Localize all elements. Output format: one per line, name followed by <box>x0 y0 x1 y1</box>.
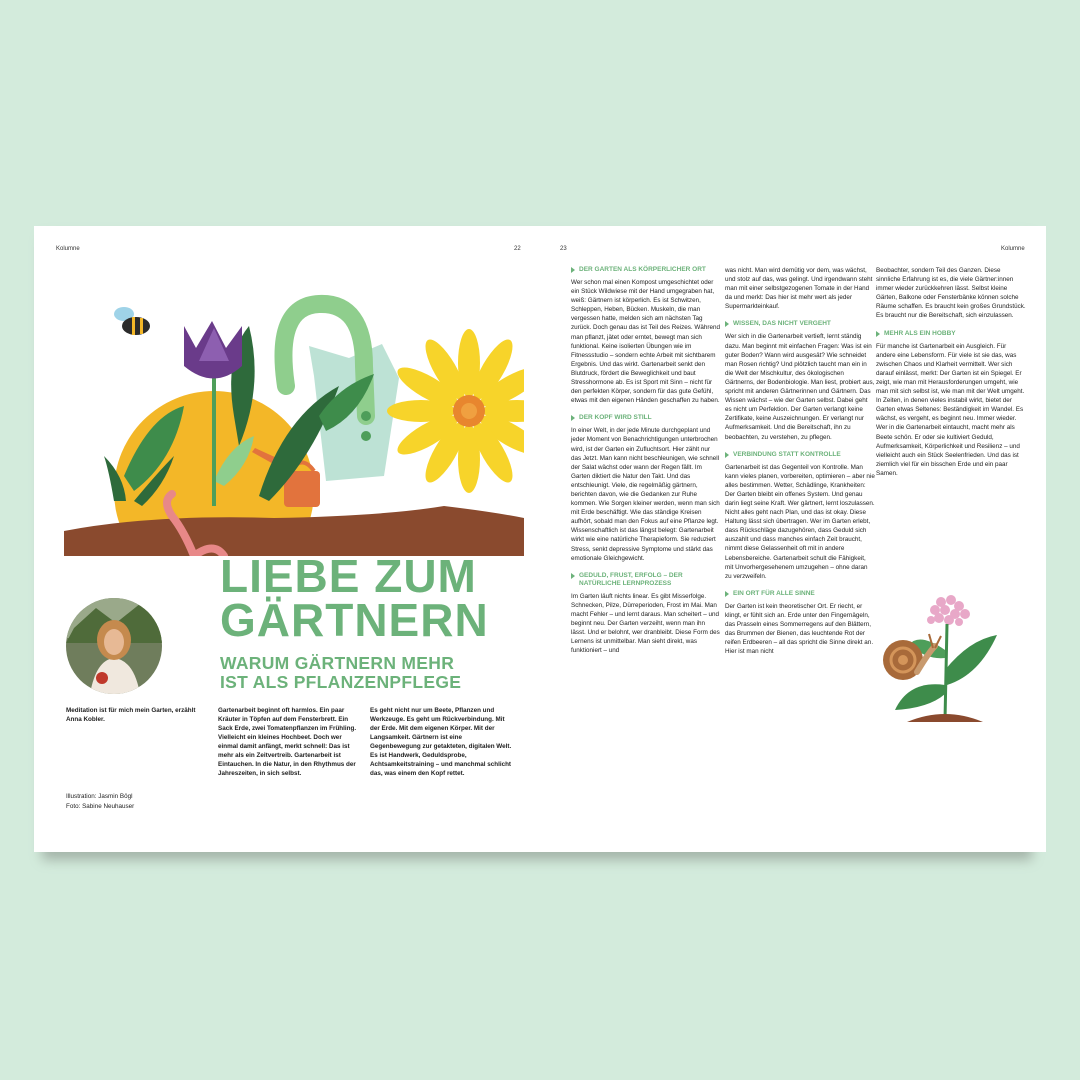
section-heading: EIN ORT FÜR ALLE SINNE <box>725 590 875 598</box>
body-paragraph: Wer sich in die Gartenarbeit vertieft, lernt ständig dazu. Man beginnt mit einfachen Fragen: Was ist ein guter Boden? Wann wird ausgesät? Wie schneidet man Rosen richtig? Und plötzlich taucht man ein in die Welt der Mischkultur, des ökologischen Gärtnerns, der Bodenbiologie. Man liest, probiert aus, spricht mit anderen Gärtnerinnen und Gärtnern. Das Wissen wächst – wie der Garten selbst. Dabei geht es nicht um Perfektion. Der Garten verlangt keine Zertifikate, keine Auszeichnungen. Er verlangt nur Aufmerksamkeit. Und die Bereitschaft, ihn zu beobachten, zu verstehen, zu pflegen. <box>725 333 875 441</box>
sunflower-icon <box>387 329 524 493</box>
bee-icon <box>114 307 150 335</box>
snail-plant-illustration <box>879 590 1009 730</box>
section-heading: GEDULD, FRUST, ERFOLG – DER NATÜRLICHE LERNPROZESS <box>571 572 721 588</box>
teaser-text: Meditation ist für mich mein Garten, erzählt Anna Kobler. <box>66 707 196 723</box>
body-paragraph: In einer Welt, in der jede Minute durchgeplant und jeder Moment von Benachrichtigungen unterbrochen wird, ist der Garten ein Zufluchtsort. Hier zählt nur das Jetzt. Man kann nicht beschleunigen, wie schnell der Salat wächst oder wann der Regen fällt. Im Garten diktiert die Natur den Takt. Und das entschleunigt. Viele, die regelmäßig gärtnern, berichten davon, wie die Gedanken zur Ruhe kommen. Wie Sorgen kleiner werden, wenn man sich mit Erde beschäftigt. Wie das ständige Kreisen aufhört, sobald man den Fokus auf eine Pflanze legt. Wissenschaftlich ist das längst belegt: Gartenarbeit wirkt wie eine natürliche Therapieform. Sie reduziert Stress, senkt depressive Symptome und stärkt das emotionale Gleichgewicht. <box>571 427 720 562</box>
body-paragraph: Gartenarbeit ist das Gegenteil von Kontrolle. Man kann vieles planen, vorbereiten, optimieren – aber nie alles bestimmen. Wetter, Schädlinge, Krankheiten: Der Garten bleibt ein offenes System. Und genau darin liegt seine Kraft. Wer gärtnert, lernt loszulassen. Nicht alles geht nach Plan, und das ist okay. Diese Haltung lässt sich übertragen. Wer im Garten erlebt, dass Rückschläge dazugehören, dass Geduld sich auszahlt und dass manches einfach Zeit braucht, nimmt diese Gelassenheit oft mit in andere Lebensbereiche. Gartenarbeit schult die Fähigkeit, mit Unvorhergesehenem umzugehen – ohne daran zu verzweifeln. <box>725 463 875 580</box>
section-heading: MEHR ALS EIN HOBBY <box>876 330 1026 338</box>
article-subtitle <box>220 654 540 692</box>
body-paragraph: Beobachter, sondern Teil des Ganzen. Diese sinnliche Erfahrung ist es, die viele Gärtner:innen immer wieder zurückkehren lässt. Selbst kleine Gärten, Balkone oder Fensterbänke können solche Räume schaffen. Es braucht kein großes Grundstück. Es braucht nur die Bereitschaft, sich einzulassen. <box>876 267 1026 320</box>
intro-column-2: Es geht nicht nur um Beete, Pflanzen und Werkzeuge. Es geht um Rückverbindung. Mit der Erde. Mit dem eigenen Körper. Mit der Langsamkeit. Gärtnern ist eine Gegenbewegung zur getakteten, digitalen Welt. Es ist Handwerk, Geduldsprobe, Achtsamkeitstraining – und manchmal schlicht das, was einem den Kopf rettet. <box>370 707 512 777</box>
body-paragraph: Für manche ist Gartenarbeit ein Ausgleich. Für andere eine Lebensform. Für viele ist sie das, was zwischen Chaos und Klarheit vermittelt. Wer sich darauf einlässt, merkt: Der Garten ist ein Spiegel. Er zeigt, wie man mit Herausforderungen umgeht, wie man mit sich selbst ist, wie man mit der Welt umgeht. In Zeiten, in denen vieles instabil wirkt, bietet der Garten etwas Seltenes: Beständigkeit im Wandel. Es wächst, es vergeht, es beginnt neu. Immer wieder. Wer in die Gartenarbeit eintaucht, macht mehr als Beete schön. Er oder sie kultiviert Geduld, Aufmerksamkeit, Körperlichkeit und Resilienz – und vielleicht auch ein Stück Seelenfrieden. Und das ist ziemlich viel für ein bisschen Erde und ein paar Samen. <box>876 342 1025 477</box>
body-column-1 <box>571 266 721 664</box>
title-line: GÄRTNERN <box>220 594 489 646</box>
body-paragraph: was nicht. Man wird demütig vor dem, was wächst, und stolz auf das, was gelingt. Und irgendwann steht man mit einer selbstgezogenen Tomate in der Hand da und merkt: Das hier ist mehr wert als jeder Supermarkteinkauf. <box>725 267 873 311</box>
article-title <box>220 550 540 646</box>
section-heading: WISSEN, DAS NICHT VERGEHT <box>725 320 875 328</box>
subtitle-line: IST ALS PFLANZENPFLEGE <box>220 672 462 692</box>
section-heading: VERBINDUNG STATT KONTROLLE <box>725 451 875 459</box>
photo-credit: Foto: Sabine Neuhauser <box>66 803 135 810</box>
title-line: LIEBE ZUM <box>220 550 477 602</box>
section-heading: DER KOPF WIRD STILL <box>571 414 721 422</box>
left-page <box>34 226 543 852</box>
page-number: 22 <box>514 246 521 252</box>
body-paragraph: Wer schon mal einen Kompost umgeschichtet oder ein Stück Wildwiese mit der Hand umgegraben hat, weiß: Gärtnern ist körperlich. Es ist Schwitzen, Schleppen, Heben, Bücken. Muskeln, die man vergessen hatte, melden sich am nächsten Tag zurück. Doch genau das ist Teil des Reizes. Während man pflanzt, jätet oder erntet, bewegt man sich funktional. Keine isolierten Übungen wie im Fitnessstudio – sondern echte Arbeit mit sichtbarem Ergebnis. Und das wirkt. Gartenarbeit senkt den Blutdruck, fördert die Beweglichkeit und baut Stresshormone ab. Es ist Sport mit Sinn – nicht für den perfekten Körper, sondern für das gute Gefühl, etwas mit den eigenen Händen geschaffen zu haben. <box>571 279 720 405</box>
page-number: 23 <box>560 246 567 252</box>
body-paragraph: Der Garten ist kein theoretischer Ort. Er riecht, er klingt, er fühlt sich an. Erde unter den Fingernägeln, das Prasseln eines Sommerregens auf den Blättern, das Brummen der Bienen, das leuchtende Rot der reifen Erdbeeren – all das spricht die Sinne direkt an. Hier ist man nicht <box>725 602 874 656</box>
body-paragraph: Im Garten läuft nichts linear. Es gibt Misserfolge. Schnecken, Pilze, Dürreperioden, Frost im Mai. Man macht Fehler – und lernt daraus. Man scheitert – und beginnt neu. Der Garten verzeiht, wenn man ihn lässt. Und er belohnt, wer dranbleibt. Diese Form des Lernens ist unmittelbar. Man sieht direkt, was funktioniert – und <box>571 592 720 655</box>
section-label: Kolumne <box>1001 246 1025 252</box>
flower-cluster-icon <box>927 595 970 626</box>
right-page <box>543 226 1046 852</box>
author-portrait <box>66 598 162 694</box>
body-column-3 <box>876 266 1026 487</box>
section-label: Kolumne <box>56 246 80 252</box>
body-column-2 <box>725 266 875 665</box>
section-heading: DER GARTEN ALS KÖRPERLICHER ORT <box>571 266 721 274</box>
subtitle-line: WARUM GÄRTNERN MEHR <box>220 653 455 673</box>
garden-illustration <box>64 266 524 556</box>
intro-column-1: Gartenarbeit beginnt oft harmlos. Ein paar Kräuter in Töpfen auf dem Fensterbrett. Ein Sack Erde, zwei Tomatenpflanzen im Frühling. Vielleicht ein kleines Hochbeet. Doch wer einmal damit anfängt, merkt schnell: Das ist mehr als ein Zeitvertreib. Gartenarbeit ist Eintauchen. In die Natur, in den Rhythmus der Jahreszeiten, in sich selbst. <box>218 707 357 777</box>
credits <box>66 792 134 812</box>
illustration-credit: Illustration: Jasmin Bögl <box>66 793 133 800</box>
